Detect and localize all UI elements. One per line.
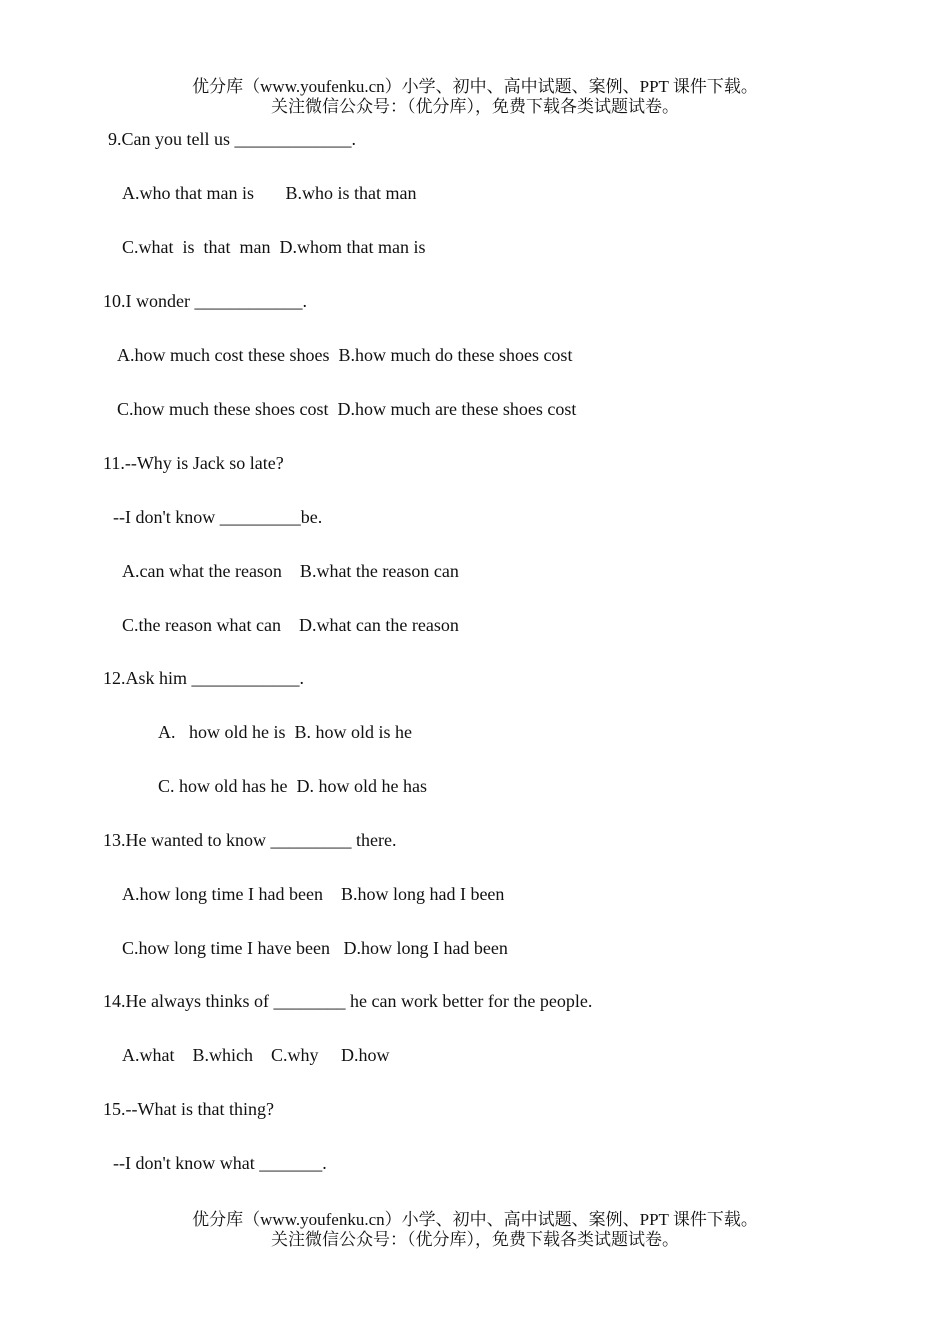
question-12-options-cd: C. how old has he D. how old he has	[158, 776, 427, 796]
question-11-options-cd: C.the reason what can D.what can the reason	[122, 615, 459, 635]
question-10-options-cd: C.how much these shoes cost D.how much are these shoes cost	[117, 399, 577, 419]
header-line-1: 优分库（www.youfenku.cn）小学、初中、高中试题、案例、PPT 课件下载。	[192, 77, 758, 96]
question-12-options-ab: A. how old he is B. how old is he	[158, 722, 412, 742]
footer-line-2: 关注微信公众号：（优分库），免费下载各类试题试卷。	[271, 1230, 679, 1249]
question-14-options: A.what B.which C.why D.how	[122, 1045, 390, 1065]
question-15-reply: --I don't know what _______.	[113, 1153, 327, 1173]
question-13-options-cd: C.how long time I have been D.how long I had been	[122, 938, 508, 958]
question-13-options-ab: A.how long time I had been B.how long had I been	[122, 884, 505, 904]
question-14-stem: 14.He always thinks of ________ he can work better for the people.	[103, 991, 593, 1011]
question-13-stem: 13.He wanted to know _________ there.	[103, 830, 397, 850]
question-11-reply: --I don't know _________be.	[113, 507, 323, 527]
question-11-stem: 11.--Why is Jack so late?	[103, 453, 284, 473]
question-10-options-ab: A.how much cost these shoes B.how much do these shoes cost	[117, 345, 573, 365]
question-9-options-ab: A.who that man is B.who is that man	[122, 183, 417, 203]
question-9-stem: 9.Can you tell us _____________.	[108, 129, 356, 149]
question-15-stem: 15.--What is that thing?	[103, 1099, 274, 1119]
question-9-options-cd: C.what is that man D.whom that man is	[122, 237, 426, 257]
footer-line-1: 优分库（www.youfenku.cn）小学、初中、高中试题、案例、PPT 课件下载。	[192, 1210, 758, 1229]
question-12-stem: 12.Ask him ____________.	[103, 668, 305, 688]
header-line-2: 关注微信公众号：（优分库），免费下载各类试题试卷。	[271, 97, 679, 116]
question-11-options-ab: A.can what the reason B.what the reason can	[122, 561, 459, 581]
question-10-stem: 10.I wonder ____________.	[103, 291, 307, 311]
